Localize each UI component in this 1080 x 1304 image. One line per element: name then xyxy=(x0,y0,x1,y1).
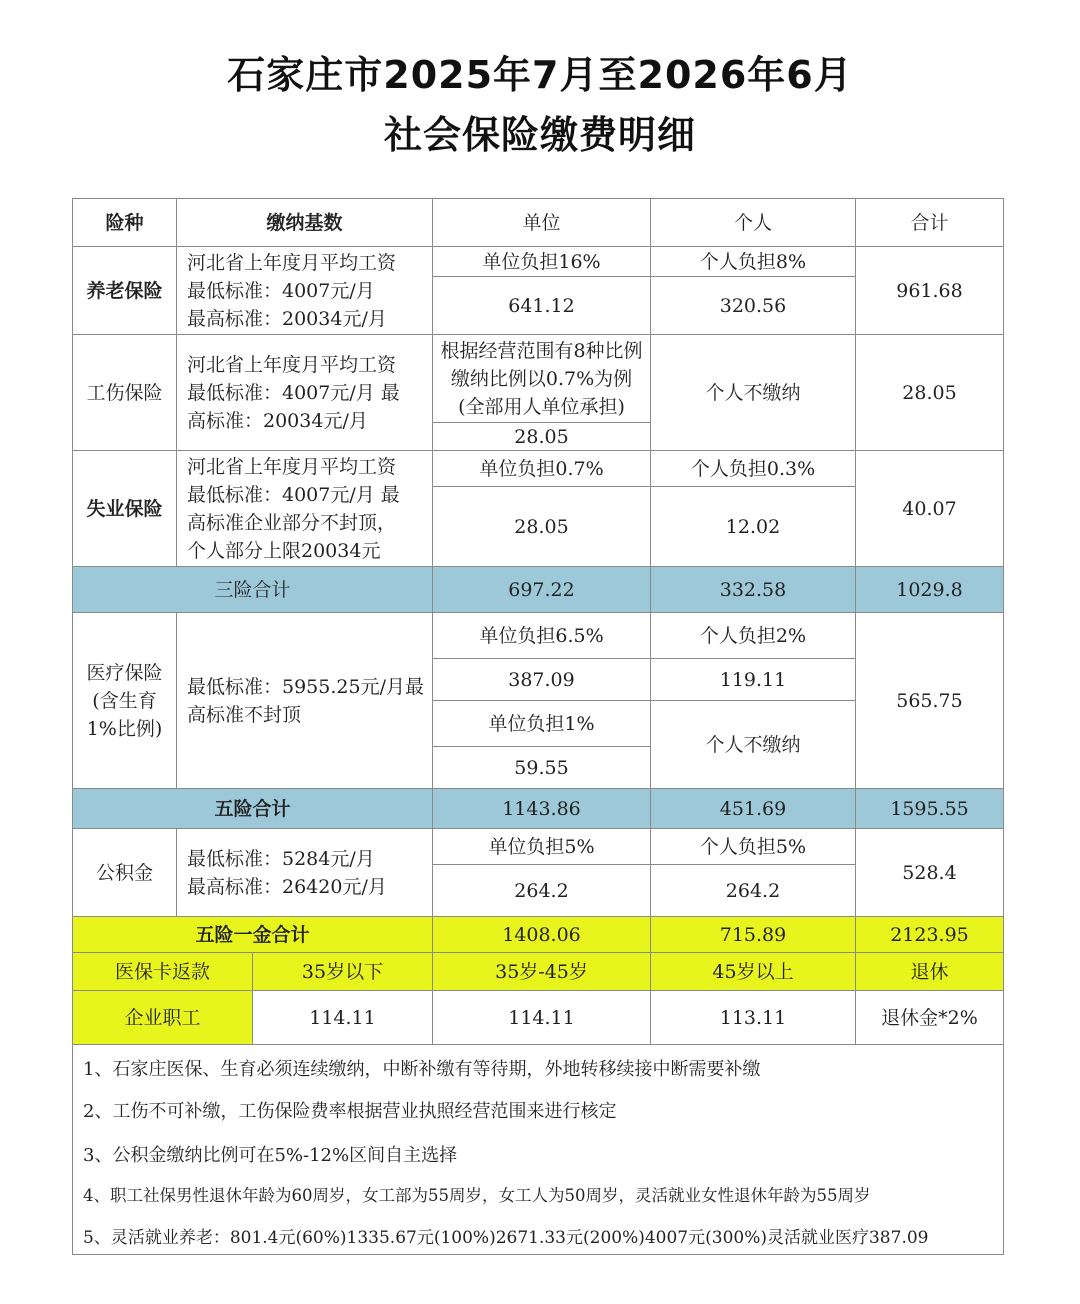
maternity-company-rate: 单位负担1% xyxy=(432,700,651,747)
refund-row-label: 企业职工 xyxy=(72,990,253,1045)
five-total-personal: 451.69 xyxy=(650,788,856,829)
injury-total: 28.05 xyxy=(855,334,1004,451)
refund-value-under35: 114.11 xyxy=(252,990,433,1045)
refund-col-retired: 退休 xyxy=(855,952,1004,991)
three-total-label: 三险合计 xyxy=(72,566,433,613)
unemployment-company-rate: 单位负担0.7% xyxy=(432,450,651,487)
header-company: 单位 xyxy=(432,198,651,247)
fund-personal-amount: 264.2 xyxy=(650,864,856,917)
injury-name: 工伤保险 xyxy=(72,334,177,451)
header-base: 缴纳基数 xyxy=(176,198,433,247)
note-5: 5、灵活就业养老：801.4元(60%)1335.67元(100%)2671.33元(200%)4007元(300%)灵活就业医疗387.09 xyxy=(83,1228,929,1248)
injury-personal: 个人不缴纳 xyxy=(650,334,856,451)
three-total-total: 1029.8 xyxy=(855,566,1004,613)
page-subtitle: 社会保险缴费明细 xyxy=(383,113,696,157)
unemployment-personal-amount: 12.02 xyxy=(650,486,856,567)
page-title: 石家庄市2025年7月至2026年6月 xyxy=(227,53,853,97)
grand-total-label: 五险一金合计 xyxy=(72,916,433,953)
five-total-total: 1595.55 xyxy=(855,788,1004,829)
pension-personal-amount: 320.56 xyxy=(650,276,856,335)
three-total-personal: 332.58 xyxy=(650,566,856,613)
medical-personal-amount: 119.11 xyxy=(650,658,856,701)
refund-value-over45: 113.11 xyxy=(650,990,856,1045)
medical-name: 医疗保险 (含生育 1%比例) xyxy=(72,612,177,789)
refund-col-35to45: 35岁-45岁 xyxy=(432,952,651,991)
note-1: 1、石家庄医保、生育必须连续缴纳，中断补缴有等待期，外地转移续接中断需要补缴 xyxy=(83,1059,761,1080)
unemployment-company-amount: 28.05 xyxy=(432,486,651,567)
fund-personal-rate: 个人负担5% xyxy=(650,828,856,865)
grand-total-personal: 715.89 xyxy=(650,916,856,953)
maternity-personal: 个人不缴纳 xyxy=(650,700,856,789)
three-total-company: 697.22 xyxy=(432,566,651,613)
note-2: 2、工伤不可补缴，工伤保险费率根据营业执照经营范围来进行核定 xyxy=(83,1101,617,1122)
pension-company-rate: 单位负担16% xyxy=(432,246,651,277)
pension-total: 961.68 xyxy=(855,246,1004,335)
refund-col-over45: 45岁以上 xyxy=(650,952,856,991)
unemployment-name: 失业保险 xyxy=(72,450,177,567)
fund-name: 公积金 xyxy=(72,828,177,917)
injury-company-amount: 28.05 xyxy=(432,422,651,451)
fund-total: 528.4 xyxy=(855,828,1004,917)
fund-company-amount: 264.2 xyxy=(432,864,651,917)
injury-company-rate: 根据经营范围有8种比例 缴纳比例以0.7%为例 (全部用人单位承担) xyxy=(432,334,651,423)
unemployment-base: 河北省上年度月平均工资 最低标准：4007元/月 最 高标准企业部分不封顶， 个人部分上限20034元 xyxy=(176,450,433,567)
pension-name: 养老保险 xyxy=(72,246,177,335)
refund-label: 医保卡返款 xyxy=(72,952,253,991)
five-total-company: 1143.86 xyxy=(432,788,651,829)
unemployment-total: 40.07 xyxy=(855,450,1004,567)
notes-box xyxy=(72,1044,1004,1255)
five-total-label: 五险合计 xyxy=(72,788,433,829)
fund-base: 最低标准：5284元/月 最高标准：26420元/月 xyxy=(176,828,433,917)
medical-company-rate: 单位负担6.5% xyxy=(432,612,651,659)
medical-company-amount: 387.09 xyxy=(432,658,651,701)
medical-personal-rate: 个人负担2% xyxy=(650,612,856,659)
pension-company-amount: 641.12 xyxy=(432,276,651,335)
refund-value-35to45: 114.11 xyxy=(432,990,651,1045)
fund-company-rate: 单位负担5% xyxy=(432,828,651,865)
header-personal: 个人 xyxy=(650,198,856,247)
header-total: 合计 xyxy=(855,198,1004,247)
refund-col-under35: 35岁以下 xyxy=(252,952,433,991)
note-3: 3、公积金缴纳比例可在5%-12%区间自主选择 xyxy=(83,1145,458,1166)
pension-personal-rate: 个人负担8% xyxy=(650,246,856,277)
injury-base: 河北省上年度月平均工资 最低标准：4007元/月 最 高标准：20034元/月 xyxy=(176,334,433,451)
medical-total: 565.75 xyxy=(855,612,1004,789)
grand-total-company: 1408.06 xyxy=(432,916,651,953)
grand-total-total: 2123.95 xyxy=(855,916,1004,953)
header-type: 险种 xyxy=(72,198,177,247)
note-4: 4、职工社保男性退休年龄为60周岁，女工部为55周岁，女工人为50周岁，灵活就业女性退休年龄为55周岁 xyxy=(83,1186,871,1205)
maternity-company-amount: 59.55 xyxy=(432,746,651,789)
pension-base: 河北省上年度月平均工资 最低标准：4007元/月 最高标准：20034元/月 xyxy=(176,246,433,335)
refund-value-retired: 退休金*2% xyxy=(855,990,1004,1045)
medical-base: 最低标准：5955.25元/月最 高标准不封顶 xyxy=(176,612,433,789)
unemployment-personal-rate: 个人负担0.3% xyxy=(650,450,856,487)
